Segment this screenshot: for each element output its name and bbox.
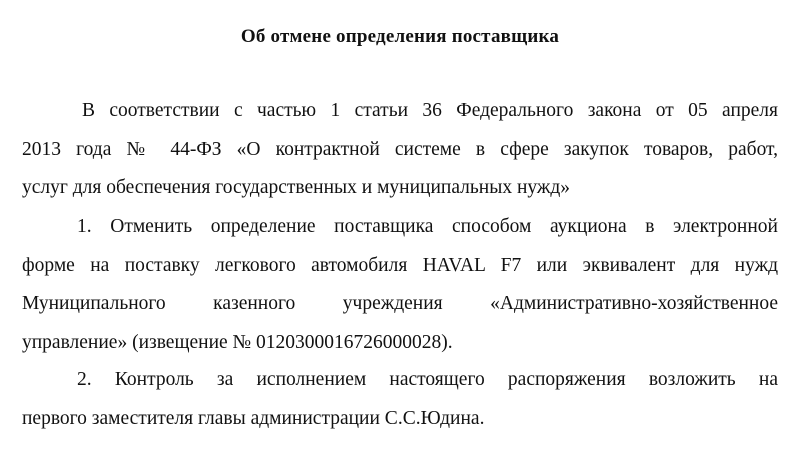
- preamble-line: В соответствии с частью 1 статьи 36 Федерального закона от 05 апреля: [82, 100, 778, 121]
- item-2-line: 2. Контроль за исполнением настоящего распоряжения возложить на: [77, 369, 778, 390]
- preamble-paragraph: [22, 92, 778, 208]
- preamble-line: 2013 года № 44-ФЗ «О контрактной системе в сфере закупок товаров, работ,: [22, 138, 778, 160]
- document-title: Об отмене определения поставщика: [240, 26, 560, 47]
- item-1-line: Муниципального казенного учреждения «Административно-хозяйственное: [22, 293, 778, 314]
- preamble-line: услуг для обеспечения государственных и муниципальных нужд»: [22, 177, 571, 198]
- item-1-line: управление» (извещение № 0120300016726000028).: [22, 331, 453, 353]
- item-1-line: 1. Отменить определение поставщика способом аукциона в электронной: [77, 216, 778, 237]
- item-2-line: первого заместителя главы администрации С.С.Юдина.: [22, 407, 485, 429]
- item-1-paragraph: [22, 208, 778, 362]
- item-1-line: форме на поставку легкового автомобиля HAVAL F7 или эквивалент для нужд: [22, 254, 778, 276]
- item-2-paragraph: [22, 361, 778, 438]
